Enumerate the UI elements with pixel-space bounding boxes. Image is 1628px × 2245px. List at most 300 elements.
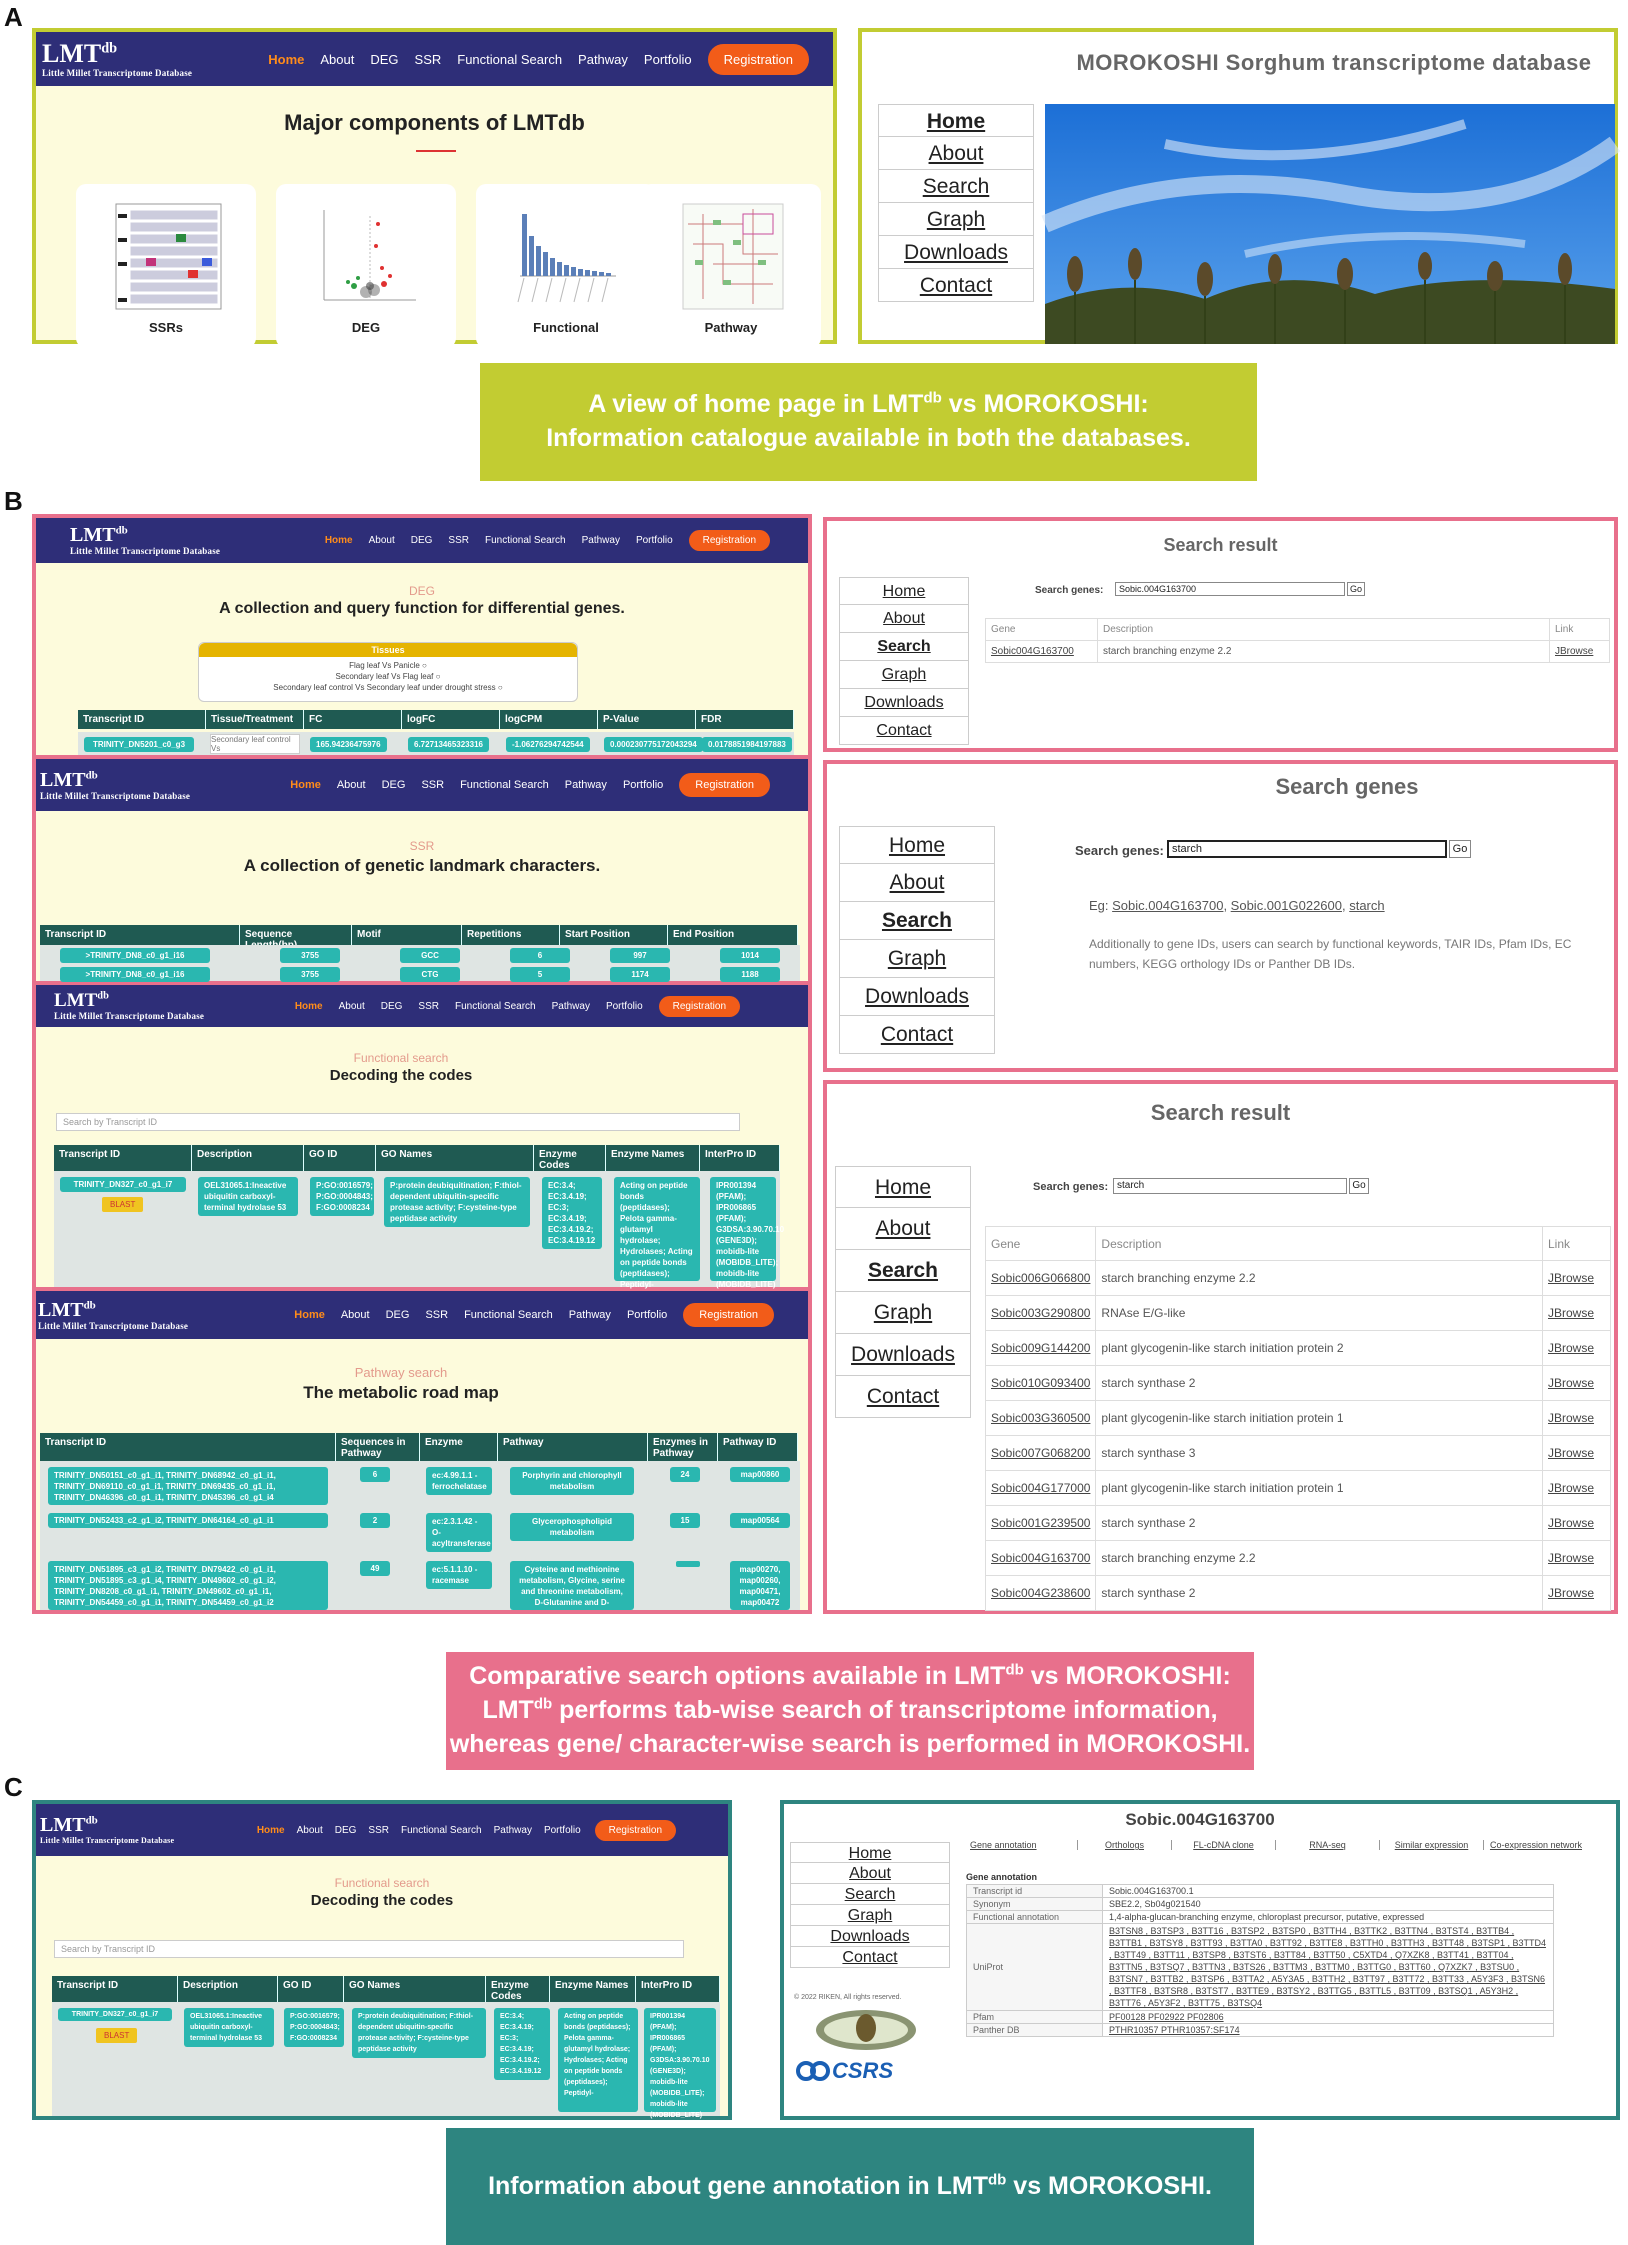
path-nav-links	[286, 1303, 782, 1327]
lmt-functional-screenshot	[36, 985, 808, 1287]
r2-jbrowse-1[interactable]: JBrowse	[1543, 1261, 1611, 1296]
deg-nav-home[interactable]: Home	[324, 535, 353, 546]
r2-jbrowse-6[interactable]: JBrowse	[1543, 1436, 1611, 1471]
deg-cell-transcript[interactable]: TRINITY_DN5201_c0_g3	[84, 737, 194, 752]
result1-sidebar	[839, 577, 969, 745]
gene-nav-graph[interactable]: Graph	[790, 1905, 950, 1926]
morokoshi-home-screenshot	[858, 28, 1618, 344]
path-row2-count: 2	[360, 1513, 390, 1528]
ga-val-uniprot[interactable]: B3TSN8 , B3TSP3 , B3TT16 , B3TSP2 , B3TSP0 , B3TTH4 , B3TTK2 , B3TTN4 , B3TST4 , B3TTB4 , B3TTB1 , B3TSY8 , B3TT93 , B3TTA0 , B3TT92 , B3TTE8 , B3TTH0 , B3TTH3 , B3TT48 , B3TSP1 , B3TTD4 , B3TT49 , B3TT11 , B3TSP8 , B3TST6 , B3TT84 , B3TT50 , C5XTD4 , Q7XZK8 , B3TT41 , B3TT04 , B3TTN5 , B3TSQ7 , B3TTN3 , B3TS26 , B3TTM3 , B3TTM0 , B3TTG0 , B3TT60 , Q7XZK7 , B3TSU0 , B3TSN7 , B3TTB2 , B3TSP6 , B3TTA2 , A5Y3A5 , B3TTH2 , B3TT97 , B3TT72 , B3TT33 , A5Y3F3 , B3TSN6 , B3TTF8 , B3TSR8 , B3TST7 , B3TTE9 , B3TSY2 , B3TTG5 , B3TTL5 , B3TT09 , B3TSQ1 , A5Y3H2 , B3TT76 , A5Y3F2 , B3TT75 , B3TSQ4	[1103, 1924, 1554, 2011]
lmt-search-panels	[32, 514, 812, 1614]
func-nav-about[interactable]: About	[338, 1000, 365, 1012]
lmt-logo-sup: db	[101, 39, 118, 56]
c-registration-button[interactable]: Registration	[595, 1820, 676, 1841]
func-nav-deg[interactable]: DEG	[380, 1000, 403, 1012]
sg-eg-prefix: Eg:	[1089, 898, 1113, 913]
card-functional[interactable]	[476, 184, 656, 348]
r2-jbrowse-10[interactable]: JBrowse	[1543, 1576, 1611, 1611]
r1-nav-home[interactable]: Home	[839, 577, 969, 605]
c-cell-goid: P:GO:0016579; P:GO:0004843; F:GO:0008234	[284, 2008, 344, 2047]
ssr-nav-functional[interactable]: Functional Search	[460, 779, 549, 791]
r2-desc-5: plant glycogenin-like starch initiation protein 1	[1096, 1401, 1543, 1436]
tissue-selector[interactable]	[198, 642, 578, 702]
result2-sidebar	[835, 1166, 971, 1418]
caption-c	[446, 2128, 1254, 2245]
ssr-nav-home[interactable]: Home	[290, 779, 321, 791]
blast-button[interactable]: BLAST	[102, 1197, 143, 1212]
moro-nav-contact[interactable]: Contact	[878, 269, 1034, 302]
deg-cell-logcpm: -1.06276294742544	[506, 737, 590, 752]
c-nav-ssr[interactable]: SSR	[368, 1824, 389, 1836]
sg-nav-graph[interactable]: Graph	[839, 940, 995, 978]
gene-nav-about[interactable]: About	[790, 1863, 950, 1884]
moro-nav-downloads[interactable]: Downloads	[878, 236, 1034, 269]
ssr-row1-transcript[interactable]: >TRINITY_DN8_c0_g1_i16	[60, 948, 210, 963]
ga-val-synonym: SBE2.2, Sb04g021540	[1103, 1898, 1554, 1911]
lmt-ssr-nav	[36, 759, 808, 811]
sg-search-input[interactable]: starch	[1167, 840, 1447, 858]
r1-nav-search[interactable]: Search	[839, 633, 969, 661]
c-col-transcript: Transcript ID	[52, 1976, 178, 2002]
tab-rna-seq[interactable]: RNA-seq	[1276, 1840, 1380, 1850]
r2-jbrowse-2[interactable]: JBrowse	[1543, 1296, 1611, 1331]
deg-cell-tissue[interactable]: Secondary leaf control Vs	[210, 734, 300, 754]
caption-c-post: vs MOROKOSHI.	[1006, 2171, 1212, 2200]
caption-b-l2-pre: LMT	[482, 1696, 534, 1725]
ssr-registration-button[interactable]: Registration	[679, 773, 770, 797]
ssr-col-motif: Motif	[352, 925, 462, 955]
c-cell-description: OEL31065.1:Ineactive ubiquitin carboxyl-terminal hydrolase 53	[184, 2008, 274, 2047]
tab-gene-annotation[interactable]: Gene annotation	[964, 1840, 1078, 1850]
ssr-row1-repetitions: 6	[510, 948, 570, 963]
morokoshi-result-screenshot-2	[823, 1080, 1618, 1614]
lmt-deg-screenshot	[36, 518, 808, 755]
r1-jbrowse-link[interactable]: JBrowse	[1550, 641, 1610, 663]
func-col-goid: GO ID	[304, 1145, 376, 1171]
path-nav-home[interactable]: Home	[294, 1309, 325, 1321]
r2-nav-contact[interactable]: Contact	[835, 1376, 971, 1418]
path-row3-transcripts[interactable]: TRINITY_DN51895_c3_g1_i2, TRINITY_DN79422_c0_g1_i1, TRINITY_DN51895_c3_g1_i4, TRINITY_DN49602_c0_g1_i2, TRINITY_DN8208_c0_g1_i1, TRINITY_DN49602_c0_g1_i1, TRINITY_DN54459_c0_g1_i1, TRINITY_DN54459_c0_g1_i2	[48, 1561, 328, 1610]
r2-jbrowse-7[interactable]: JBrowse	[1543, 1471, 1611, 1506]
r2-jbrowse-8[interactable]: JBrowse	[1543, 1506, 1611, 1541]
lmt-nav-bar	[36, 32, 833, 86]
path-row2-pathway: Glycerophospholipid metabolism	[510, 1513, 634, 1541]
path-table-header	[40, 1433, 798, 1461]
sg-nav-contact[interactable]: Contact	[839, 1016, 995, 1054]
card-deg[interactable]	[276, 184, 456, 348]
lmt-home-screenshot	[32, 28, 837, 344]
func-registration-button[interactable]: Registration	[659, 996, 740, 1017]
deg-nav-portfolio[interactable]: Portfolio	[635, 535, 673, 546]
sg-go-button[interactable]: Go	[1449, 840, 1471, 858]
r1-nav-about[interactable]: About	[839, 605, 969, 633]
path-logo-subtitle: Little Millet Transcriptome Database	[38, 1320, 189, 1331]
nav-about[interactable]: About	[320, 51, 355, 67]
r2-desc-1: starch branching enzyme 2.2	[1096, 1261, 1543, 1296]
func-nav-functional[interactable]: Functional Search	[454, 1000, 536, 1012]
result2-title: Search result	[1150, 1100, 1291, 1125]
func-cell-enzyme-codes: EC:3.4; EC:3.4.19; EC:3; EC:3.4.19; EC:3.4.19.2; EC:3.4.19.12	[542, 1177, 602, 1249]
path-col-pathway-id: Pathway ID	[718, 1433, 798, 1461]
lmt-func-logo	[54, 991, 204, 1021]
r2-jbrowse-3[interactable]: JBrowse	[1543, 1331, 1611, 1366]
r2-desc-3: plant glycogenin-like starch initiation protein 2	[1096, 1331, 1543, 1366]
riken-copyright: © 2022 RIKEN, All rights reserved.	[794, 1994, 902, 2001]
result1-title: Search result	[1163, 535, 1278, 555]
c-table-row	[52, 2002, 720, 2119]
caption-b-l2-sup: db	[533, 1695, 553, 1713]
ssr-title: A collection of genetic landmark characters.	[243, 856, 601, 875]
caption-b-line2	[482, 1694, 1217, 1728]
path-registration-button[interactable]: Registration	[683, 1303, 774, 1327]
deg-logo-name: LMT	[70, 524, 116, 546]
c-nav-links	[251, 1820, 684, 1841]
func-table-header	[54, 1145, 780, 1171]
c-cell-gonames: P:protein deubiquitination; F:thiol-dependent ubiquitin-specific protease activity; F:cysteine-type peptidase activity	[352, 2008, 486, 2058]
path-nav-ssr[interactable]: SSR	[425, 1309, 449, 1321]
ssr-col-length: Sequence	[240, 925, 352, 955]
c-section-label: Functional search	[334, 1876, 430, 1890]
nav-portfolio[interactable]: Portfolio	[643, 51, 692, 67]
sg-example-1[interactable]: Sobic.004G163700	[1112, 898, 1224, 913]
morokoshi-result-screenshot-1	[823, 517, 1618, 752]
nav-ssr[interactable]: SSR	[414, 51, 442, 67]
func-cell-gonames: P:protein deubiquitination; F:thiol-dependent ubiquitin-specific protease activity; F:cysteine-type peptidase activity	[384, 1177, 530, 1227]
r2-gene-6[interactable]: Sobic007G068200	[986, 1436, 1096, 1471]
func-section-label: Functional search	[353, 1051, 449, 1065]
deg-nav-ssr[interactable]: SSR	[448, 535, 469, 546]
lmt-deg-logo	[70, 525, 220, 556]
lmt-logo-name: LMT	[42, 38, 102, 68]
func-col-gonames: GO Names	[376, 1145, 534, 1171]
card-ssrs-label: SSRs	[149, 320, 183, 335]
path-nav-functional[interactable]: Functional Search	[464, 1309, 553, 1321]
r2-col-link: Link	[1543, 1227, 1611, 1261]
caption-a-line2: Information catalogue available in both the databases.	[546, 424, 1191, 452]
c-blast-button[interactable]: BLAST	[96, 2028, 137, 2043]
path-row2-transcripts[interactable]: TRINITY_DN52433_c2_g1_i2, TRINITY_DN64164_c0_g1_i1	[48, 1513, 328, 1528]
c-cell-enzyme-codes: EC:3.4; EC:3.4.19; EC:3; EC:3.4.19; EC:3.4.19.2; EC:3.4.19.12	[494, 2008, 550, 2080]
path-col-enzymes-in-pathway: Enzymes in Pathway	[648, 1433, 718, 1461]
lmt-ssr-logo	[40, 770, 190, 801]
r2-col-gene: Gene	[986, 1227, 1096, 1261]
func-cell-goid: P:GO:0016579; P:GO:0004843; F:GO:0008234	[310, 1177, 374, 1216]
path-row3-pathway: Cysteine and methionine metabolism, Glycine, serine and threonine metabolism, D-Glutamine and D-	[510, 1561, 634, 1610]
caption-b	[446, 1652, 1254, 1770]
ssr-table-rows	[40, 945, 800, 981]
path-row3-enzymes	[676, 1561, 700, 1567]
caption-a-l1-sup: db	[923, 389, 942, 407]
path-row1-transcripts[interactable]: TRINITY_DN50151_c0_g1_i1, TRINITY_DN68942_c0_g1_i1, TRINITY_DN69110_c0_g1_i1, TRINITY_DN69435_c0_g1_i1, TRINITY_DN46396_c0_g1_i1, TRINITY_DN45396_c0_g1_i4	[48, 1467, 328, 1505]
func-col-description: Description	[192, 1145, 304, 1171]
r1-nav-graph[interactable]: Graph	[839, 661, 969, 689]
path-col-enzyme: Enzyme	[420, 1433, 498, 1461]
lmt-c-nav	[36, 1804, 728, 1856]
r2-desc-8: starch synthase 2	[1096, 1506, 1543, 1541]
deg-nav-pathway[interactable]: Pathway	[581, 535, 620, 546]
r2-desc-9: starch branching enzyme 2.2	[1096, 1541, 1543, 1576]
r2-gene-2[interactable]: Sobic003G290800	[986, 1296, 1096, 1331]
r2-gene-9[interactable]: Sobic004G163700	[986, 1541, 1096, 1576]
lmt-home-title: Major components of LMTdb	[284, 110, 585, 135]
r1-nav-contact[interactable]: Contact	[839, 717, 969, 745]
morokoshi-title: MOROKOSHI Sorghum transcriptome database	[1076, 50, 1592, 75]
deg-cell-logfc: 6.72713465323316	[408, 737, 489, 752]
path-title: The metabolic road map	[303, 1383, 499, 1402]
path-col-pathway: Pathway	[498, 1433, 648, 1461]
r2-gene-5[interactable]: Sobic003G360500	[986, 1401, 1096, 1436]
gene-nav-downloads[interactable]: Downloads	[790, 1926, 950, 1947]
ga-key-synonym: Synonym	[967, 1898, 1103, 1911]
r2-gene-7[interactable]: Sobic004G177000	[986, 1471, 1096, 1506]
path-nav-portfolio[interactable]: Portfolio	[626, 1309, 668, 1321]
nav-pathway[interactable]: Pathway	[578, 51, 628, 67]
nav-home[interactable]: Home	[268, 51, 305, 67]
panel-label-a: A	[4, 2, 23, 32]
deg-cell-fc: 165.94236475976	[310, 737, 387, 752]
path-row1-enzyme: ec:4.99.1.1 - ferrochelatase	[426, 1467, 492, 1495]
path-logo-sup: db	[83, 1298, 96, 1311]
c-search-input[interactable]: Search by Transcript ID	[54, 1940, 684, 1958]
r1-search-input[interactable]: Sobic.004G163700	[1115, 582, 1345, 596]
gene-sidebar	[790, 1842, 950, 1968]
sg-nav-about[interactable]: About	[839, 864, 995, 902]
ssr-section-label: SSR	[409, 839, 435, 853]
func-nav-pathway[interactable]: Pathway	[551, 1000, 590, 1012]
func-nav-home[interactable]: Home	[294, 1000, 323, 1012]
path-row3-count: 49	[360, 1561, 390, 1576]
r2-gene-3[interactable]: Sobic009G144200	[986, 1331, 1096, 1366]
ssr-logo-name: LMT	[40, 768, 86, 791]
ssr-logo-sup: db	[85, 768, 98, 781]
c-nav-functional[interactable]: Functional Search	[400, 1824, 482, 1836]
lmt-logo	[42, 38, 193, 78]
path-row2-enzyme: ec:2.3.1.42 - O-acyltransferase	[426, 1513, 492, 1552]
moro-nav-about[interactable]: About	[878, 137, 1034, 170]
ssr-row2-start: 1174	[610, 967, 670, 982]
path-row2-enzymes: 15	[670, 1513, 700, 1528]
c-logo-name: LMT	[40, 1814, 86, 1836]
deg-col-fc: FC	[304, 710, 402, 729]
r2-desc-4: starch synthase 2	[1096, 1366, 1543, 1401]
r1-gene-link[interactable]: Sobic004G163700	[986, 641, 1098, 663]
lmt-pathway-screenshot	[36, 1291, 808, 1610]
path-section-label: Pathway search	[354, 1365, 448, 1380]
c-col-gonames: GO Names	[344, 1976, 486, 2002]
deg-cell-fdr: 0.0178851984197883	[702, 737, 792, 752]
csrs-logo	[796, 2058, 893, 2084]
ga-key-pfam: Pfam	[967, 2011, 1103, 2024]
r2-nav-about[interactable]: About	[835, 1208, 971, 1250]
path-row3-id[interactable]: map00270, map00260, map00471, map00472	[730, 1561, 790, 1610]
deg-registration-button[interactable]: Registration	[689, 530, 770, 551]
path-nav-deg[interactable]: DEG	[385, 1309, 410, 1321]
func-nav-ssr[interactable]: SSR	[418, 1000, 439, 1012]
gene-nav-contact[interactable]: Contact	[790, 1947, 950, 1968]
tab-orthologs[interactable]: Orthologs	[1078, 1840, 1172, 1850]
path-nav-about[interactable]: About	[340, 1309, 370, 1321]
r1-go-button[interactable]: Go	[1347, 582, 1365, 596]
tab-similar-expression[interactable]: Similar expression	[1380, 1840, 1484, 1850]
c-cell-interpro: IPR001394 (PFAM); IPR006865 (PFAM); G3DSA:3.90.70.10 (GENE3D); mobidb-lite (MOBIDB_LITE); mobidb-lite (MOBIDB_LITE)	[644, 2008, 716, 2112]
sorghum-logo-image	[814, 2008, 918, 2052]
lmt-ssr-screenshot	[36, 759, 808, 981]
ga-key-transcript: Transcript id	[967, 1885, 1103, 1898]
c-nav-pathway[interactable]: Pathway	[493, 1824, 532, 1836]
c-nav-deg[interactable]: DEG	[334, 1824, 357, 1836]
r2-gene-4[interactable]: Sobic010G093400	[986, 1366, 1096, 1401]
deg-col-transcript: Transcript ID	[78, 710, 206, 729]
func-logo-name: LMT	[54, 990, 98, 1011]
path-logo-name: LMT	[38, 1298, 84, 1321]
card-deg-label: DEG	[351, 320, 381, 335]
card-pathway-label: Pathway	[704, 320, 758, 335]
deg-nav-about[interactable]: About	[368, 535, 395, 546]
registration-button[interactable]: Registration	[708, 44, 809, 75]
r1-nav-downloads[interactable]: Downloads	[839, 689, 969, 717]
r2-nav-downloads[interactable]: Downloads	[835, 1334, 971, 1376]
func-cell-transcript[interactable]: TRINITY_DN327_c0_g1_i7	[60, 1177, 186, 1192]
pathway-map-thumbnail	[683, 204, 783, 309]
sg-nav-downloads[interactable]: Downloads	[839, 978, 995, 1016]
r2-gene-1[interactable]: Sobic006G066800	[986, 1261, 1096, 1296]
lmt-nav-links	[260, 44, 817, 75]
sg-examples: Eg: Sobic.004G163700, Sobic.001G022600, starch	[1089, 898, 1385, 913]
tissue-options	[199, 660, 577, 693]
moro-nav-home[interactable]: Home	[878, 104, 1034, 137]
tissue-option-1[interactable]: Flag leaf Vs Panicle ○	[349, 661, 427, 670]
r2-go-button[interactable]: Go	[1349, 1178, 1369, 1194]
lmt-annotation-screenshot	[32, 1800, 732, 2120]
lmt-func-nav	[36, 985, 808, 1027]
card-pathway[interactable]	[641, 184, 821, 348]
r2-nav-home[interactable]: Home	[835, 1166, 971, 1208]
c-nav-home[interactable]: Home	[256, 1824, 285, 1836]
r1-col-gene: Gene	[986, 619, 1098, 641]
ssr-row2-transcript[interactable]: >TRINITY_DN8_c0_g1_i16	[60, 967, 210, 982]
r2-gene-8[interactable]: Sobic001G239500	[986, 1506, 1096, 1541]
ga-val-panther[interactable]: PTHR10357 PTHR10357:SF174	[1103, 2024, 1554, 2037]
gene-tabs	[964, 1840, 1614, 1850]
r2-desc-7: plant glycogenin-like starch initiation protein 1	[1096, 1471, 1543, 1506]
ssr-nav-portfolio[interactable]: Portfolio	[622, 779, 664, 791]
sg-example-3[interactable]: starch	[1349, 898, 1385, 913]
c-col-enzyme-codes: Enzyme Codes	[486, 1976, 550, 2002]
caption-a-l1-post: vs MOROKOSHI:	[941, 390, 1149, 419]
path-row2-id[interactable]: map00564	[730, 1513, 790, 1528]
ssr-nav-pathway[interactable]: Pathway	[564, 779, 607, 791]
r2-search-input[interactable]: starch	[1113, 1178, 1347, 1194]
tissue-option-2[interactable]: Secondary leaf Vs Flag leaf ○	[335, 672, 441, 681]
path-row1-id[interactable]: map00860	[730, 1467, 790, 1482]
r2-nav-search[interactable]: Search	[835, 1250, 971, 1292]
ga-val-transcript: Sobic.004G163700.1	[1103, 1885, 1554, 1898]
r2-jbrowse-4[interactable]: JBrowse	[1543, 1366, 1611, 1401]
path-row1-enzymes: 24	[670, 1467, 700, 1482]
nav-functional-search[interactable]: Functional Search	[457, 51, 563, 67]
r2-desc-6: starch synthase 3	[1096, 1436, 1543, 1471]
func-title: Decoding the codes	[329, 1067, 473, 1084]
sg-example-2[interactable]: Sobic.001G022600	[1230, 898, 1342, 913]
caption-c-sup: db	[988, 2171, 1007, 2189]
moro-nav-search[interactable]: Search	[878, 170, 1034, 203]
deg-nav-deg[interactable]: DEG	[410, 535, 433, 546]
ssr-nav-ssr[interactable]: SSR	[421, 779, 445, 791]
func-search-input[interactable]: Search by Transcript ID	[56, 1113, 740, 1131]
moro-nav-graph[interactable]: Graph	[878, 203, 1034, 236]
r1-result-table	[985, 618, 1610, 663]
func-cell-enzyme-names: Acting on peptide bonds (peptidases); Pelota gamma-glutamyl hydrolase; Hydrolases; Acting on peptide bonds (peptidases); Peptidyl-	[614, 1177, 700, 1281]
ssr-nav-about[interactable]: About	[336, 779, 366, 791]
r2-gene-10[interactable]: Sobic004G238600	[986, 1576, 1096, 1611]
gene-title: Sobic.004G163700	[1125, 1810, 1275, 1829]
caption-c-pre: Information about gene annotation in LMT	[488, 2171, 989, 2200]
sg-nav-home[interactable]: Home	[839, 826, 995, 864]
deg-table-header	[78, 710, 794, 729]
sorghum-field-photo	[1045, 104, 1615, 344]
morokoshi-gene-annotation-screenshot	[780, 1800, 1620, 2120]
gene-annotation-table	[966, 1884, 1554, 2037]
tissue-header: Tissues	[199, 643, 577, 657]
deg-col-logfc: logFC	[402, 710, 500, 729]
c-nav-about[interactable]: About	[296, 1824, 323, 1836]
ssr-row2-repetitions: 5	[510, 967, 570, 982]
ssr-col-start: Start Position	[560, 925, 668, 955]
func-nav-portfolio[interactable]: Portfolio	[605, 1000, 643, 1012]
deg-nav-functional[interactable]: Functional Search	[484, 535, 566, 546]
ssr-col-end: End Position	[668, 925, 798, 955]
lmt-logo-subtitle: Little Millet Transcriptome Database	[42, 67, 193, 78]
sg-nav-search[interactable]: Search	[839, 902, 995, 940]
r2-jbrowse-5[interactable]: JBrowse	[1543, 1401, 1611, 1436]
gene-nav-home[interactable]: Home	[790, 1842, 950, 1863]
path-nav-pathway[interactable]: Pathway	[568, 1309, 611, 1321]
c-col-interpro: InterPro ID	[636, 1976, 720, 2002]
func-col-enzyme-names: Enzyme Names	[606, 1145, 700, 1171]
func-logo-sup: db	[97, 990, 109, 1002]
gene-nav-search[interactable]: Search	[790, 1884, 950, 1905]
tissue-option-3[interactable]: Secondary leaf control Vs Secondary leaf under drought stress ○	[273, 683, 503, 692]
volcano-plot-thumbnail	[318, 206, 418, 306]
card-ssrs[interactable]	[76, 184, 256, 348]
caption-b-l1-post: vs MOROKOSHI:	[1023, 1662, 1231, 1691]
deg-section-label: DEG	[408, 584, 435, 598]
r2-jbrowse-9[interactable]: JBrowse	[1543, 1541, 1611, 1576]
r1-col-description: Description	[1098, 619, 1550, 641]
ga-val-pfam[interactable]: PF00128 PF02922 PF02806	[1103, 2011, 1554, 2024]
tab-fl-cdna-clone[interactable]: FL-cDNA clone	[1172, 1840, 1276, 1850]
gene-annotation-heading: Gene annotation	[966, 1872, 1038, 1882]
tab-coexpression-network[interactable]: Co-expression network	[1489, 1840, 1583, 1850]
csrs-text: CSRS	[832, 2058, 894, 2083]
caption-a	[480, 363, 1257, 481]
c-table-header	[52, 1976, 720, 2002]
r1-col-link: Link	[1550, 619, 1610, 641]
ssr-nav-deg[interactable]: DEG	[381, 779, 406, 791]
lmt-c-logo	[40, 1815, 174, 1845]
c-nav-portfolio[interactable]: Portfolio	[543, 1824, 581, 1836]
r2-nav-graph[interactable]: Graph	[835, 1292, 971, 1334]
nav-deg[interactable]: DEG	[370, 51, 399, 67]
c-cell-transcript[interactable]: TRINITY_DN327_c0_g1_i7	[58, 2008, 172, 2021]
r2-result-table	[985, 1226, 1611, 1611]
path-row3-enzyme: ec:5.1.1.10 - racemase	[426, 1561, 492, 1589]
func-nav-links	[287, 996, 748, 1017]
deg-table-row	[78, 732, 794, 755]
caption-b-l1-sup: db	[1005, 1662, 1024, 1680]
ssr-row1-length: 3755	[280, 948, 340, 963]
deg-title: A collection and query function for differential genes.	[219, 600, 625, 617]
